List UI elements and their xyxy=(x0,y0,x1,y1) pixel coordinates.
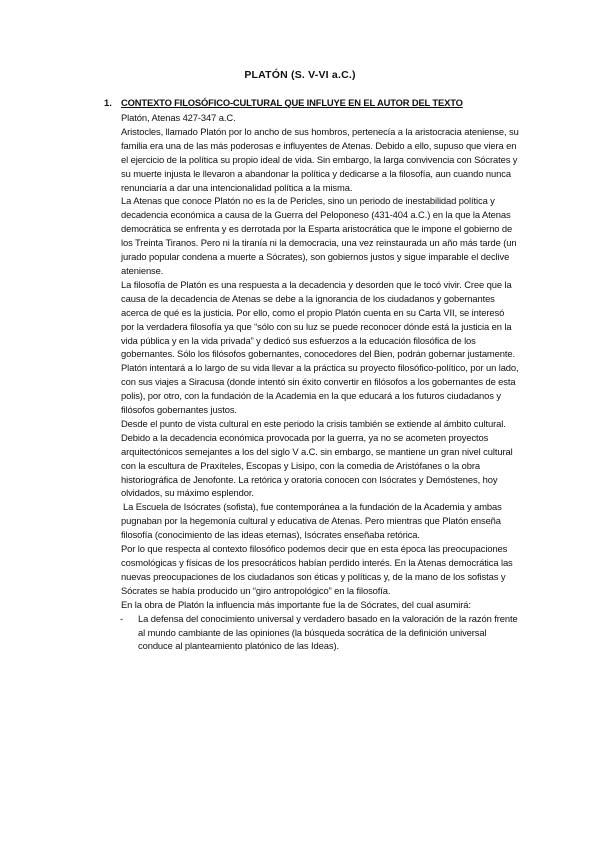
list-item xyxy=(121,612,519,654)
paragraph-political-context: La Atenas que conoce Platón no es la de Pericles, sino un periodo de inestabilidad política y decadencia económica a causa de la Guerra del Peloponeso (431-404 a.C.) en la que la Atenas democrática se enfrenta y es derrotada por la Esparta aristocrática que le impone el gobierno de los Treinta Tiranos. Pero ni la tiranía ni la democracia, una vez reinstaurada un año más tarde (un jurado popular condena a muerte a Sócrates), son gobiernos justos y sigue imparable el declive ateniense. xyxy=(121,195,517,276)
section-heading-text: CONTEXTO FILOSÓFICO-CULTURAL QUE INFLUYE EN EL AUTOR DEL TEXTO xyxy=(121,97,463,108)
influence-list xyxy=(121,612,519,654)
document-body xyxy=(121,111,519,653)
list-marker: - xyxy=(120,612,124,624)
paragraph-socrates-influence: En la obra de Platón la influencia más importante fue la de Sócrates, del cual asumirá: xyxy=(121,598,471,610)
paragraph-political-project: Platón intentará a lo largo de su vida llevar a la práctica su proyecto filosófico-político, por un lado, con sus viajes a Siracusa (donde intentó sin éxito convertir en filósofos a los gobernantes de esta polis), por otro, con la fundación de la Academia en la que educará a los futuros ciudadanos y filósofos gobernantes justos. xyxy=(121,362,519,416)
paragraph-biography: Aristocles, llamado Platón por lo ancho de sus hombros, pertenecía a la aristocracia ateniense, su familia era una de las más poderosas e influyentes de Atenas. Debido a ello, supuso que viera en el ejercicio de la política su propio ideal de vida. Sin embargo, la larga convivencia con Sócrates y su muerte injusta le llevaron a abandonar la política y dedicarse a la filosofía, aun cuando nunca renunciaría a dar una intencionalidad política a la misma. xyxy=(121,125,519,193)
paragraph-philosophy-response: La filosofía de Platón es una respuesta a la decadencia y desorden que le tocó vivir. Cree que la causa de la decadencia de Atenas se debe a la ignorancia de los ciudadanos y gobernantes acerca de qué es la justicia. Por ello, como el propio Platón cuenta en su Carta VII, se interesó por la verdadera filosofía ya que “sólo con su luz se puede reconocer dónde está la justicia en la vida pública y en la vida privada” y dedicó sus esfuerzos a la educación filosófica de los gobernantes. Sólo los filósofos gobernantes, conocedores del Bien, podrán gobernar justamente. xyxy=(121,278,515,360)
document-title: PLATÓN (S. V-VI a.C.) xyxy=(244,69,356,81)
section-number: 1. xyxy=(104,97,112,108)
section-heading xyxy=(104,97,463,108)
paragraph-cultural-context: Desde el punto de vista cultural en este periodo la crisis también se extiende al ámbito cultural. Debido a la decadencia económica provocada por la guerra, ya no se acometen proyectos arquitectónicos semejantes a los del siglo V a.C. sin embargo, se mantiene un gran nivel cultural con la escultura de Praxíteles, Escopas y Lisipo, con la comedia de Aristófanes o la obra historiográfica de Jenofonte. La retórica y oratoria conocen con Isócrates y Demóstenes, hoy olvidados, su máximo esplendor. xyxy=(121,417,513,499)
paragraph-isocrates-school: La Escuela de Isócrates (sofista), fue contemporánea a la fundación de la Academia y ambas pugnaban por la hegemonía cultural y educativa de Atenas. Pero mientras que Platón enseña filosofía (conocimiento de las ideas eternas), Isócrates enseñaba retórica. xyxy=(121,501,502,541)
paragraph-philosophical-context: Por lo que respecta al contexto filosófico podemos decir que en esta época las preocupaciones cosmológicas y físicas de los presocráticos habían perdido interés. En la Atenas democrática las nuevas preocupaciones de los ciudadanos son éticas y políticas y, de la mano de los sofistas y Sócrates se había producido un “giro antropológico” en la filosofía. xyxy=(121,543,513,596)
paragraph-author-dates: Platón, Atenas 427-347 a.C. xyxy=(121,112,236,123)
list-item-text: La defensa del conocimiento universal y verdadero basado en la valoración de la razón frente al mundo cambiante de las opiniones (la búsqueda socrática de la definición universal conduce al planteamiento platónico de las Ideas). xyxy=(138,612,518,652)
